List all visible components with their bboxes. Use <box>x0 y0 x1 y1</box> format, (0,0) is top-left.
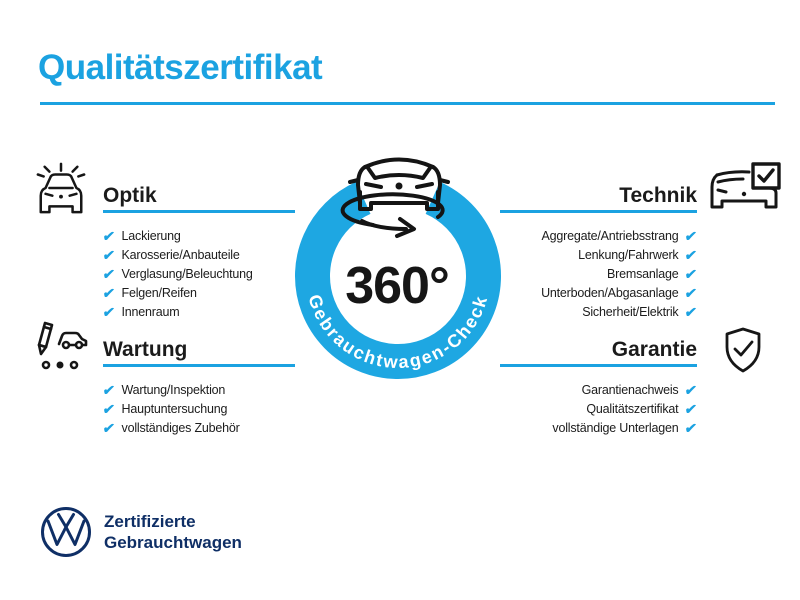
check-icon: ✔ <box>101 400 116 417</box>
list-item <box>500 380 697 399</box>
360-check-badge <box>270 145 526 401</box>
car-shine-icon <box>34 161 88 215</box>
car-360-rotation-icon <box>343 160 448 237</box>
section-title-wartung: Wartung <box>103 338 188 361</box>
list-item-label: Unterboden/Abgasanlage <box>541 286 679 301</box>
section-garantie <box>500 338 697 438</box>
list-item <box>103 245 295 264</box>
list-item <box>103 264 295 283</box>
check-icon: ✔ <box>684 400 699 417</box>
list-item <box>500 399 697 418</box>
section-divider-technik <box>500 210 697 213</box>
badge-ring-label: Gebrauchtwagen-Check <box>304 292 492 373</box>
service-record-icon <box>33 318 89 374</box>
section-divider-wartung <box>103 364 295 367</box>
list-item-label: Wartung/Inspektion <box>121 382 226 397</box>
list-item <box>500 303 697 322</box>
list-item-label: vollständiges Zubehör <box>121 420 240 435</box>
check-icon: ✔ <box>101 265 116 282</box>
vw-logo <box>40 506 92 558</box>
page-title: Qualitätszertifikat <box>38 48 323 87</box>
technik-items <box>500 226 697 322</box>
check-icon: ✔ <box>101 285 116 302</box>
list-item <box>500 245 697 264</box>
list-item <box>103 303 295 322</box>
section-title-garantie: Garantie <box>611 338 697 361</box>
list-item-label: Lackierung <box>121 228 181 243</box>
list-item-label: vollständige Unterlagen <box>552 420 679 435</box>
list-item-label: Bremsanlage <box>607 266 679 281</box>
brand-claim-line1: Zertifizierte <box>104 512 196 531</box>
list-item-label: Sicherheit/Elektrik <box>582 305 679 320</box>
section-divider-garantie <box>500 364 697 367</box>
check-icon: ✔ <box>101 381 116 398</box>
list-item-label: Aggregate/Antriebsstrang <box>541 228 679 243</box>
list-item <box>103 380 295 399</box>
title-divider <box>40 102 775 105</box>
section-title-optik: Optik <box>103 184 157 207</box>
check-icon: ✔ <box>684 304 699 321</box>
section-wartung <box>103 338 295 438</box>
check-icon: ✔ <box>684 265 699 282</box>
check-icon: ✔ <box>684 381 699 398</box>
list-item <box>103 399 295 418</box>
check-icon: ✔ <box>684 227 699 244</box>
list-item-label: Verglasung/Beleuchtung <box>121 266 253 281</box>
car-checkbox-icon <box>709 161 787 217</box>
list-item <box>500 264 697 283</box>
list-item-label: Garantienachweis <box>581 382 679 397</box>
badge-degrees-label: 360° <box>345 257 449 315</box>
list-item <box>500 284 697 303</box>
check-icon: ✔ <box>684 246 699 263</box>
section-optik <box>103 184 295 322</box>
check-icon: ✔ <box>101 227 116 244</box>
list-item <box>500 418 697 437</box>
brand-claim-line2: Gebrauchtwagen <box>104 533 242 552</box>
list-item <box>103 418 295 437</box>
check-icon: ✔ <box>101 419 116 436</box>
check-icon: ✔ <box>101 246 116 263</box>
brand-claim <box>104 511 242 553</box>
check-icon: ✔ <box>684 285 699 302</box>
list-item-label: Karosserie/Anbauteile <box>121 247 240 262</box>
list-item-label: Lenkung/Fahrwerk <box>578 247 679 262</box>
shield-check-icon <box>719 326 767 374</box>
list-item-label: Innenraum <box>121 305 180 320</box>
list-item-label: Felgen/Reifen <box>121 286 197 301</box>
section-title-technik: Technik <box>619 184 697 207</box>
list-item <box>500 226 697 245</box>
list-item-label: Qualitätszertifikat <box>586 401 679 416</box>
check-icon: ✔ <box>684 419 699 436</box>
section-divider-optik <box>103 210 295 213</box>
list-item <box>103 284 295 303</box>
garantie-items <box>500 380 697 438</box>
section-technik <box>500 184 697 322</box>
list-item-label: Hauptuntersuchung <box>121 401 228 416</box>
list-item <box>103 226 295 245</box>
optik-items <box>103 226 295 322</box>
wartung-items <box>103 380 295 438</box>
check-icon: ✔ <box>101 304 116 321</box>
